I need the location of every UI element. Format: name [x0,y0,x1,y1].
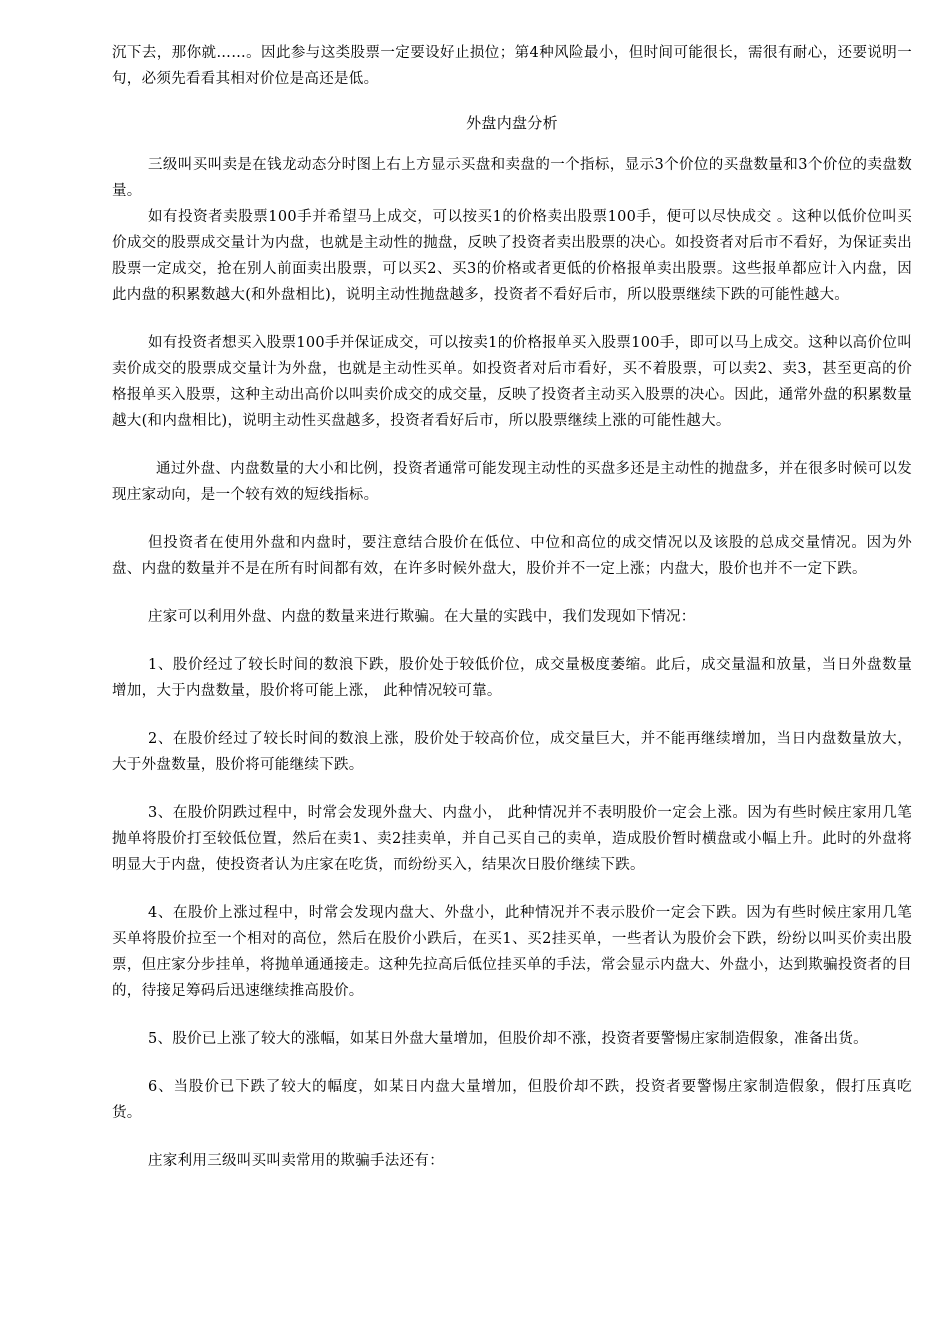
paragraph-deception: 庄家可以利用外盘、内盘的数量来进行欺骗。在大量的实践中，我们发现如下情况： [148,609,696,625]
paragraph-closing: 庄家利用三级叫买叫卖常用的欺骗手法还有： [148,1153,444,1169]
list-item-1: 1、股价经过了较长时间的数浪下跌，股价处于较低价位，成交量极度萎缩。此后，成交量温和放量，当日外盘数量增加，大于内盘数量，股价将可能上涨， 此种情况较可靠。 [112,657,912,699]
list-item-2: 2、在股价经过了较长时间的数浪上涨，股价处于较高价位，成交量巨大，并不能再继续增加，当日内盘数量放大，大于外盘数量，股价将可能继续下跌。 [112,731,912,773]
list-item-6: 6、当股价已下跌了较大的幅度，如某日内盘大量增加，但股价却不跌，投资者要警惕庄家制造假象，假打压真吃货。 [112,1079,912,1121]
document-page [112,40,912,1174]
paragraph-caution: 但投资者在使用外盘和内盘时，要注意结合股价在低位、中位和高位的成交情况以及该股的总成交量情况。因为外盘、内盘的数量并不是在所有时间都有效，在许多时候外盘大，股价并不一定上涨；内盘大，股价也并不一定下跌。 [112,535,912,577]
continuation-paragraph: 沉下去，那你就……。因此参与这类股票一定要设好止损位；第4种风险最小，但时间可能很长，需很有耐心，还要说明一句，必须先看看其相对价位是高还是低。 [112,45,912,87]
section-title: 外盘内盘分析 [466,114,558,132]
list-item-4: 4、在股价上涨过程中，时常会发现内盘大、外盘小，此种情况并不表示股价一定会下跌。因为有些时候庄家用几笔买单将股价拉至一个相对的高位，然后在股价小跌后，在买1、买2挂买单，一些者认为股价会下跌，纷纷以叫买价卖出股票，但庄家分步挂单，将抛单通通接走。这种先拉高后低位挂买单的手法，常会显示内盘大、外盘小，达到欺骗投资者的目的，待接足筹码后迅速继续推高股价。 [112,905,912,999]
list-item-5: 5、股价已上涨了较大的涨幅，如某日外盘大量增加，但股价却不涨，投资者要警惕庄家制造假象，准备出货。 [148,1031,868,1047]
paragraph-intro: 三级叫买叫卖是在钱龙动态分时图上右上方显示买盘和卖盘的一个指标，显示3个价位的买盘数量和3个价位的卖盘数量。 [112,157,912,199]
paragraph-outer-volume: 如有投资者想买入股票100手并保证成交，可以按卖1的价格报单买入股票100手，即可以马上成交。这种以高价位叫卖价成交的股票成交量计为外盘，也就是主动性买单。如投资者对后市看好，买不着股票，可以卖2、卖3，甚至更高的价格报单买入股票，这种主动出高价以叫卖价成交的成交量，反映了投资者主动买入股票的决心。因此，通常外盘的积累数量越大(和内盘相比)，说明主动性买盘越多，投资者看好后市，所以股票继续上涨的可能性越大。 [112,335,912,429]
paragraph-ratio: 通过外盘、内盘数量的大小和比例，投资者通常可能发现主动性的买盘多还是主动性的抛盘多，并在很多时候可以发现庄家动向，是一个较有效的短线指标。 [112,461,912,503]
list-item-3: 3、在股价阴跌过程中，时常会发现外盘大、内盘小， 此种情况并不表明股价一定会上涨。因为有些时候庄家用几笔抛单将股价打至较低位置，然后在卖1、卖2挂卖单，并自己买自己的卖单，造成股价暂时横盘或小幅上升。此时的外盘将明显大于内盘，使投资者认为庄家在吃货，而纷纷买入，结果次日股价继续下跌。 [112,805,912,873]
paragraph-inner-volume: 如有投资者卖股票100手并希望马上成交，可以按买1的价格卖出股票100手，便可以尽快成交 。这种以低价位叫买价成交的股票成交量计为内盘，也就是主动性的抛盘，反映了投资者卖出股票的决心。如投资者对后市不看好，为保证卖出股票一定成交，抢在别人前面卖出股票，可以买2、买3的价格或者更低的价格报单卖出股票。这些报单都应计入内盘，因此内盘的积累数越大(和外盘相比)，说明主动性抛盘越多，投资者不看好后市，所以股票继续下跌的可能性越大。 [112,209,912,303]
